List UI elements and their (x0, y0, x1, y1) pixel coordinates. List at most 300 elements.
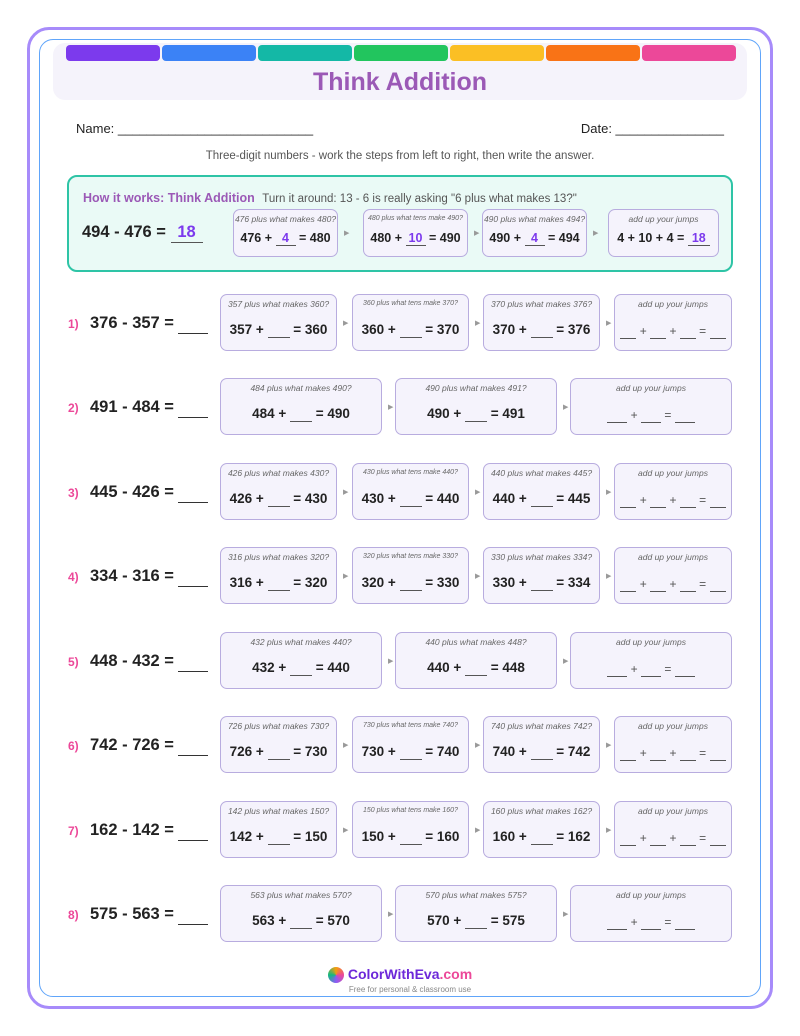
step-hint: add up your jumps (616, 637, 686, 647)
step-hint: add up your jumps (638, 552, 708, 562)
answer-blank[interactable] (620, 493, 636, 508)
problem-label (68, 905, 208, 925)
answer-blank[interactable] (680, 746, 696, 761)
answer-blank[interactable] (710, 746, 726, 761)
step-hint: 330 plus what makes 334? (490, 552, 593, 562)
step-equation (396, 660, 556, 676)
step-equation (396, 406, 556, 422)
step-equation (353, 491, 468, 507)
step-box (220, 463, 337, 520)
step-target: = 490 (312, 406, 350, 421)
arrow-icon: ▶ (593, 230, 599, 237)
answer-blank[interactable] (400, 491, 422, 507)
step-box (483, 716, 600, 773)
answer-blank[interactable] (531, 322, 553, 338)
answer-blank[interactable] (641, 915, 661, 930)
example-step-box (233, 209, 338, 257)
step-box (395, 885, 557, 942)
add-jumps-box (570, 885, 732, 942)
answer-blank[interactable] (178, 653, 208, 672)
add-jumps-box (614, 547, 732, 604)
step-target: = 370 (421, 322, 460, 337)
answer-blank[interactable] (710, 577, 726, 592)
arrow-icon: ▶ (475, 742, 481, 749)
step-target: = 376 (552, 322, 591, 337)
answer-blank[interactable] (620, 831, 636, 846)
step-hint: add up your jumps (638, 806, 708, 816)
step-hint: add up your jumps (638, 299, 708, 309)
operator: = (695, 831, 710, 845)
step-hint: 150 plus what tens make 160? (363, 807, 458, 814)
step-box (483, 294, 600, 351)
answer-blank[interactable] (607, 915, 627, 930)
answer-blank[interactable] (607, 662, 627, 677)
answer-blank[interactable] (290, 660, 312, 676)
jump-sum-equation (615, 831, 731, 846)
answer-blank[interactable] (650, 577, 666, 592)
step-box (483, 801, 600, 858)
step-hint: 476 plus what makes 480? (234, 214, 337, 224)
answer-blank[interactable] (268, 575, 290, 591)
step-filled-answer: 4 (276, 231, 296, 246)
answer-blank[interactable] (680, 324, 696, 339)
answer-blank[interactable] (641, 408, 661, 423)
step-equation (353, 575, 468, 591)
operator: = (695, 746, 710, 760)
arrow-icon: ▶ (563, 911, 569, 918)
arrow-icon: ▶ (474, 230, 480, 237)
answer-blank[interactable] (178, 315, 208, 334)
step-target: = 430 (289, 491, 328, 506)
step-hint: 360 plus what tens make 370? (363, 300, 458, 307)
step-box (220, 801, 337, 858)
answer-blank[interactable] (178, 399, 208, 418)
step-target: = 742 (552, 744, 591, 759)
operator: + (636, 324, 651, 338)
step-addend: 563 + (252, 913, 290, 928)
step-box (220, 885, 382, 942)
step-hint: add up your jumps (638, 468, 708, 478)
operator: + (666, 577, 680, 591)
footer-tagline: Free for personal & classroom use (348, 985, 472, 994)
step-box (395, 632, 557, 689)
problem-label (68, 398, 208, 418)
jump-sum-equation (571, 662, 731, 677)
problem-expression: 445 - 426 = (90, 483, 174, 501)
arrow-icon: ▶ (563, 658, 569, 665)
step-target: = 480 (295, 231, 331, 245)
step-equation (221, 829, 336, 845)
arrow-icon: ▶ (475, 827, 481, 834)
jump-sum-equation (615, 324, 731, 339)
step-box (352, 294, 469, 351)
operator: = (661, 662, 675, 676)
palette-icon (328, 967, 344, 983)
answer-blank[interactable] (675, 915, 695, 930)
example-expression: 494 - 476 = (82, 223, 166, 241)
step-equation (221, 660, 381, 676)
arrow-icon: ▶ (475, 320, 481, 327)
step-hint: 430 plus what tens make 440? (363, 469, 458, 476)
step-addend: 570 + (427, 913, 465, 928)
step-addend: 160 + (492, 829, 531, 844)
color-segment (354, 45, 448, 61)
problem-expression: 575 - 563 = (90, 905, 174, 923)
jump-sum-equation (615, 493, 731, 508)
step-addend: 480 + (370, 231, 406, 245)
step-box (220, 632, 382, 689)
footer-brand (0, 966, 800, 984)
step-hint: 440 plus what makes 445? (490, 468, 593, 478)
step-hint: 480 plus what tens make 490? (368, 215, 463, 222)
step-hint: 426 plus what makes 430? (227, 468, 330, 478)
step-target: = 160 (421, 829, 460, 844)
step-hint: 490 plus what makes 491? (425, 383, 527, 393)
step-equation (221, 913, 381, 929)
step-equation (396, 913, 556, 929)
operator: + (666, 324, 680, 338)
answer-blank[interactable] (268, 491, 290, 507)
example-answer: 18 (171, 223, 203, 243)
problem-number: 6) (68, 739, 79, 753)
operator: = (695, 577, 710, 591)
step-addend: 432 + (252, 660, 290, 675)
problem-label (68, 821, 208, 841)
arrow-icon: ▶ (475, 489, 481, 496)
arrow-icon: ▶ (388, 404, 394, 411)
add-jumps-box (570, 378, 732, 435)
answer-blank[interactable] (178, 568, 208, 587)
problem-number: 8) (68, 908, 79, 922)
answer-blank[interactable] (531, 744, 553, 760)
arrow-icon: ▶ (388, 911, 394, 918)
color-segment (66, 45, 160, 61)
step-hint: 570 plus what makes 575? (425, 890, 527, 900)
problem-expression: 334 - 316 = (90, 567, 174, 585)
answer-blank[interactable] (465, 913, 487, 929)
operator: + (636, 493, 651, 507)
step-hint: 730 plus what tens make 740? (363, 722, 458, 729)
arrow-icon: ▶ (606, 827, 612, 834)
step-equation (484, 491, 599, 507)
step-hint: 432 plus what makes 440? (250, 637, 352, 647)
operator: + (666, 746, 680, 760)
answer-blank[interactable] (290, 913, 312, 929)
step-target: = 360 (289, 322, 328, 337)
arrow-icon: ▶ (343, 573, 349, 580)
step-hint: 740 plus what makes 742? (490, 721, 593, 731)
step-hint: add up your jumps (638, 721, 708, 731)
example-step-box (482, 209, 587, 257)
example-step-box (608, 209, 719, 257)
step-box (352, 801, 469, 858)
step-addend: 316 + (229, 575, 268, 590)
problem-number: 4) (68, 570, 79, 584)
step-equation (221, 491, 336, 507)
answer-blank[interactable] (710, 324, 726, 339)
page-title: Think Addition (312, 68, 488, 96)
step-addend: 726 + (229, 744, 268, 759)
add-jumps-box (614, 294, 732, 351)
date-field[interactable]: Date: _______________ (580, 121, 724, 136)
step-hint: 490 plus what makes 494? (483, 214, 586, 224)
step-addend: 740 + (492, 744, 531, 759)
step-equation (484, 744, 599, 760)
step-addend: 430 + (361, 491, 400, 506)
answer-blank[interactable] (620, 324, 636, 339)
operator: = (661, 915, 675, 929)
step-box (483, 547, 600, 604)
step-equation (353, 829, 468, 845)
answer-blank[interactable] (268, 322, 290, 338)
step-filled-answer: 4 (525, 231, 545, 246)
operator: + (636, 577, 651, 591)
step-equation (483, 231, 586, 246)
arrow-icon: ▶ (343, 489, 349, 496)
step-box (220, 716, 337, 773)
step-addend: 142 + (229, 829, 268, 844)
problem-number: 3) (68, 486, 79, 500)
arrow-icon: ▶ (475, 573, 481, 580)
footer (0, 966, 800, 994)
step-addend: 330 + (492, 575, 531, 590)
step-filled-answer: 10 (406, 231, 426, 246)
step-hint: 726 plus what makes 730? (227, 721, 330, 731)
step-addend: 370 + (492, 322, 531, 337)
add-jumps-box (614, 463, 732, 520)
step-target: = 570 (312, 913, 350, 928)
add-jumps-box (614, 801, 732, 858)
color-segment (162, 45, 256, 61)
example-tip: Turn it around: 13 - 6 is really asking "6 plus what makes 13?" (262, 193, 577, 205)
problem-expression: 491 - 484 = (90, 398, 174, 416)
answer-blank[interactable] (680, 577, 696, 592)
operator: = (695, 324, 710, 338)
color-segment (546, 45, 640, 61)
answer-blank[interactable] (675, 662, 695, 677)
color-segment (450, 45, 544, 61)
step-equation (484, 575, 599, 591)
operator: + (627, 662, 641, 676)
answer-blank[interactable] (607, 408, 627, 423)
operator: + (666, 831, 680, 845)
answer-blank[interactable] (531, 575, 553, 591)
step-equation (353, 322, 468, 338)
answer-blank[interactable] (650, 831, 666, 846)
arrow-icon: ▶ (606, 320, 612, 327)
answer-blank[interactable] (620, 746, 636, 761)
problem-number: 2) (68, 401, 79, 415)
problem-expression: 448 - 432 = (90, 652, 174, 670)
problem-expression: 742 - 726 = (90, 736, 174, 754)
answer-blank[interactable] (178, 484, 208, 503)
step-equation (221, 744, 336, 760)
step-hint: 316 plus what makes 320? (227, 552, 330, 562)
step-addend: 426 + (229, 491, 268, 506)
answer-blank[interactable] (531, 829, 553, 845)
arrow-icon: ▶ (606, 742, 612, 749)
jump-sum-equation (615, 746, 731, 761)
answer-blank[interactable] (465, 406, 487, 422)
operator: = (661, 408, 675, 422)
step-equation (484, 322, 599, 338)
step-target: = 491 (487, 406, 525, 421)
example-heading (83, 191, 577, 205)
step-equation (221, 406, 381, 422)
problem-number: 5) (68, 655, 79, 669)
step-box (483, 463, 600, 520)
answer-blank[interactable] (680, 493, 696, 508)
step-target: = 494 (544, 231, 580, 245)
answer-blank[interactable] (650, 746, 666, 761)
problem-label (68, 736, 208, 756)
answer-blank[interactable] (400, 322, 422, 338)
step-equation (353, 744, 468, 760)
step-box (352, 547, 469, 604)
step-target: = 162 (552, 829, 591, 844)
example-title: How it works: Think Addition (83, 191, 255, 205)
operator: + (636, 746, 651, 760)
step-equation (234, 231, 337, 246)
step-target: = 320 (289, 575, 328, 590)
arrow-icon: ▶ (344, 230, 350, 237)
answer-blank[interactable] (710, 831, 726, 846)
step-addend: 476 + (240, 231, 276, 245)
arrow-icon: ▶ (606, 489, 612, 496)
problem-label (68, 314, 208, 334)
step-hint: 440 plus what makes 448? (425, 637, 527, 647)
step-hint: 160 plus what makes 162? (490, 806, 593, 816)
brand-name: ColorWithEva.com (347, 966, 473, 982)
step-equation (484, 829, 599, 845)
step-addend: 150 + (361, 829, 400, 844)
step-hint: 320 plus what tens make 330? (363, 553, 458, 560)
step-box (352, 463, 469, 520)
color-segment (258, 45, 352, 61)
answer-blank[interactable] (650, 493, 666, 508)
step-addend: 484 + (252, 406, 290, 421)
problem-number: 7) (68, 824, 79, 838)
color-segment (642, 45, 736, 61)
operator: + (627, 408, 641, 422)
step-addend: 730 + (361, 744, 400, 759)
step-box (220, 378, 382, 435)
answer-blank[interactable] (290, 406, 312, 422)
step-addend: 440 + (427, 660, 465, 675)
step-hint: add up your jumps (616, 383, 686, 393)
step-box (352, 716, 469, 773)
step-target: = 448 (487, 660, 525, 675)
step-addend: 4 + 10 + 4 = (617, 231, 688, 245)
step-target: = 445 (552, 491, 591, 506)
arrow-icon: ▶ (343, 827, 349, 834)
operator: + (666, 493, 680, 507)
jump-sum-equation (571, 408, 731, 423)
step-hint: 370 plus what makes 376? (490, 299, 593, 309)
answer-blank[interactable] (178, 906, 208, 925)
step-addend: 490 + (427, 406, 465, 421)
step-box (220, 294, 337, 351)
answer-blank[interactable] (400, 575, 422, 591)
step-target: = 440 (421, 491, 460, 506)
answer-blank[interactable] (680, 831, 696, 846)
name-field[interactable]: Name: ___________________________ (76, 121, 314, 136)
step-box (220, 547, 337, 604)
step-equation (609, 231, 718, 246)
problem-label (68, 652, 208, 672)
example-step-box (363, 209, 468, 257)
step-equation (221, 575, 336, 591)
arrow-icon: ▶ (343, 742, 349, 749)
problem-number: 1) (68, 317, 79, 331)
answer-blank[interactable] (178, 737, 208, 756)
answer-blank[interactable] (268, 744, 290, 760)
step-box (395, 378, 557, 435)
step-target: = 330 (421, 575, 460, 590)
step-hint: 357 plus what makes 360? (227, 299, 330, 309)
step-target: = 740 (421, 744, 460, 759)
answer-blank[interactable] (400, 744, 422, 760)
operator: = (695, 493, 710, 507)
example-problem (82, 223, 203, 243)
arrow-icon: ▶ (388, 658, 394, 665)
answer-blank[interactable] (268, 829, 290, 845)
add-jumps-box (614, 716, 732, 773)
answer-blank[interactable] (178, 822, 208, 841)
step-filled-answer: 18 (688, 231, 710, 246)
jump-sum-equation (571, 915, 731, 930)
answer-blank[interactable] (641, 662, 661, 677)
step-target: = 575 (487, 913, 525, 928)
answer-blank[interactable] (531, 491, 553, 507)
step-hint: add up your jumps (628, 214, 699, 224)
step-equation (221, 322, 336, 338)
arrow-icon: ▶ (606, 573, 612, 580)
answer-blank[interactable] (710, 493, 726, 508)
rainbow-color-bar (66, 45, 736, 61)
operator: + (636, 831, 651, 845)
step-target: = 440 (312, 660, 350, 675)
step-hint: 563 plus what makes 570? (250, 890, 352, 900)
answer-blank[interactable] (620, 577, 636, 592)
step-target: = 490 (425, 231, 461, 245)
answer-blank[interactable] (400, 829, 422, 845)
step-addend: 490 + (489, 231, 525, 245)
step-addend: 357 + (229, 322, 268, 337)
answer-blank[interactable] (675, 408, 695, 423)
answer-blank[interactable] (465, 660, 487, 676)
problem-expression: 376 - 357 = (90, 314, 174, 332)
arrow-icon: ▶ (563, 404, 569, 411)
step-hint: 142 plus what makes 150? (227, 806, 330, 816)
step-equation (364, 231, 467, 246)
problem-label (68, 567, 208, 587)
step-addend: 440 + (492, 491, 531, 506)
step-addend: 360 + (361, 322, 400, 337)
problem-expression: 162 - 142 = (90, 821, 174, 839)
step-hint: 484 plus what makes 490? (250, 383, 352, 393)
answer-blank[interactable] (650, 324, 666, 339)
step-target: = 150 (289, 829, 328, 844)
problem-label (68, 483, 208, 503)
step-target: = 730 (289, 744, 328, 759)
step-addend: 320 + (361, 575, 400, 590)
step-hint: add up your jumps (616, 890, 686, 900)
arrow-icon: ▶ (343, 320, 349, 327)
operator: + (627, 915, 641, 929)
jump-sum-equation (615, 577, 731, 592)
instructions-text: Three-digit numbers - work the steps from left to right, then write the answer. (205, 150, 595, 162)
